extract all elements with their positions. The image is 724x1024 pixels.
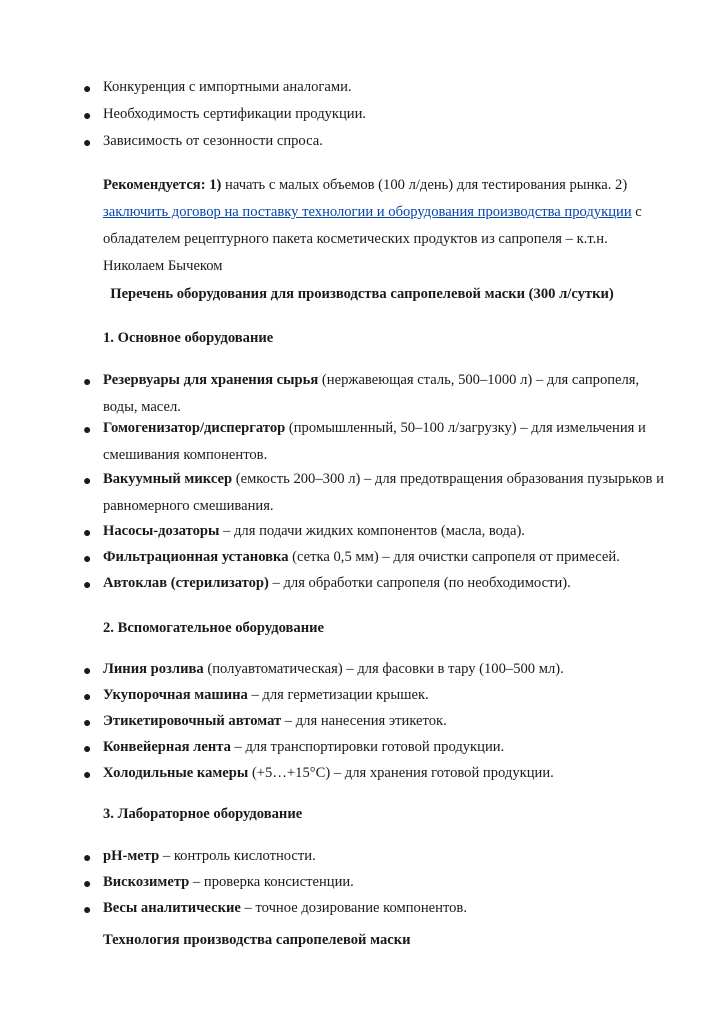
recommendation-text: с xyxy=(631,204,642,220)
list-item: Вакуумный миксер (емкость 200–300 л) – для предотвращения образования пузырьков и xyxy=(103,471,664,487)
bullet-icon: ● xyxy=(83,903,92,918)
bullet-icon: ● xyxy=(83,526,92,541)
bullet-icon: ● xyxy=(83,690,92,705)
recommendation-text: Николаем Бычеком xyxy=(103,258,223,274)
list-item: Зависимость от сезонности спроса. xyxy=(103,133,323,149)
bullet-icon: ● xyxy=(83,742,92,757)
recommendation-text: начать с малых объемов (100 л/день) для тестирования рынка. 2) xyxy=(221,177,628,193)
bullet-icon: ● xyxy=(83,82,92,97)
recommendation-text: обладателем рецептурного пакета косметических продуктов из сапропеля – к.т.н. xyxy=(103,231,608,247)
bullet-icon: ● xyxy=(83,578,92,593)
list-item: Укупорочная машина – для герметизации крышек. xyxy=(103,687,429,703)
bullet-icon: ● xyxy=(83,851,92,866)
list-item: Гомогенизатор/диспергатор (промышленный, 50–100 л/загрузку) – для измельчения и xyxy=(103,420,646,436)
list-item: Резервуары для хранения сырья (нержавеющая сталь, 500–1000 л) – для сапропеля, xyxy=(103,372,640,388)
recommendation-label: Рекомендуется: 1) xyxy=(103,177,222,193)
list-item: Насосы-дозаторы – для подачи жидких компонентов (масла, вода). xyxy=(103,523,525,539)
list-item: Линия розлива (полуавтоматическая) – для фасовки в тару (100–500 мл). xyxy=(103,661,564,677)
list-item: Вискозиметр – проверка консистенции. xyxy=(103,874,354,890)
list-item-continuation: смешивания компонентов. xyxy=(103,447,268,463)
page-title: Перечень оборудования для производства сапропелевой маски (300 л/сутки) xyxy=(110,286,614,302)
section-heading: 1. Основное оборудование xyxy=(103,330,274,346)
list-item: Необходимость сертификации продукции. xyxy=(103,106,367,122)
list-item-continuation: воды, масел. xyxy=(103,399,181,415)
list-item: Конкуренция с импортными аналогами. xyxy=(103,79,352,95)
bullet-icon: ● xyxy=(83,423,92,438)
list-item: Этикетировочный автомат – для нанесения этикеток. xyxy=(103,713,447,729)
bullet-icon: ● xyxy=(83,768,92,783)
bullet-icon: ● xyxy=(83,109,92,124)
list-item: Холодильные камеры (+5…+15°C) – для хранения готовой продукции. xyxy=(103,765,554,781)
recommendation-paragraph xyxy=(103,172,673,280)
bullet-icon: ● xyxy=(83,136,92,151)
bullet-icon: ● xyxy=(83,716,92,731)
section-heading: 3. Лабораторное оборудование xyxy=(103,806,303,822)
bullet-icon: ● xyxy=(83,877,92,892)
list-item: Фильтрационная установка (сетка 0,5 мм) – для очистки сапропеля от примесей. xyxy=(103,549,620,565)
section-heading: Технология производства сапропелевой маски xyxy=(103,932,411,948)
section-heading: 2. Вспомогательное оборудование xyxy=(103,620,324,636)
list-item: Конвейерная лента – для транспортировки готовой продукции. xyxy=(103,739,505,755)
bullet-icon: ● xyxy=(83,552,92,567)
list-item: Весы аналитические – точное дозирование компонентов. xyxy=(103,900,467,916)
contract-link[interactable]: заключить договор на поставку технологии и оборудования производства продукции xyxy=(103,204,632,220)
list-item: pH-метр – контроль кислотности. xyxy=(103,848,316,864)
list-item-continuation: равномерного смешивания. xyxy=(103,498,274,514)
bullet-icon: ● xyxy=(83,474,92,489)
bullet-icon: ● xyxy=(83,375,92,390)
bullet-icon: ● xyxy=(83,664,92,679)
list-item: Автоклав (стерилизатор) – для обработки сапропеля (по необходимости). xyxy=(103,575,571,591)
